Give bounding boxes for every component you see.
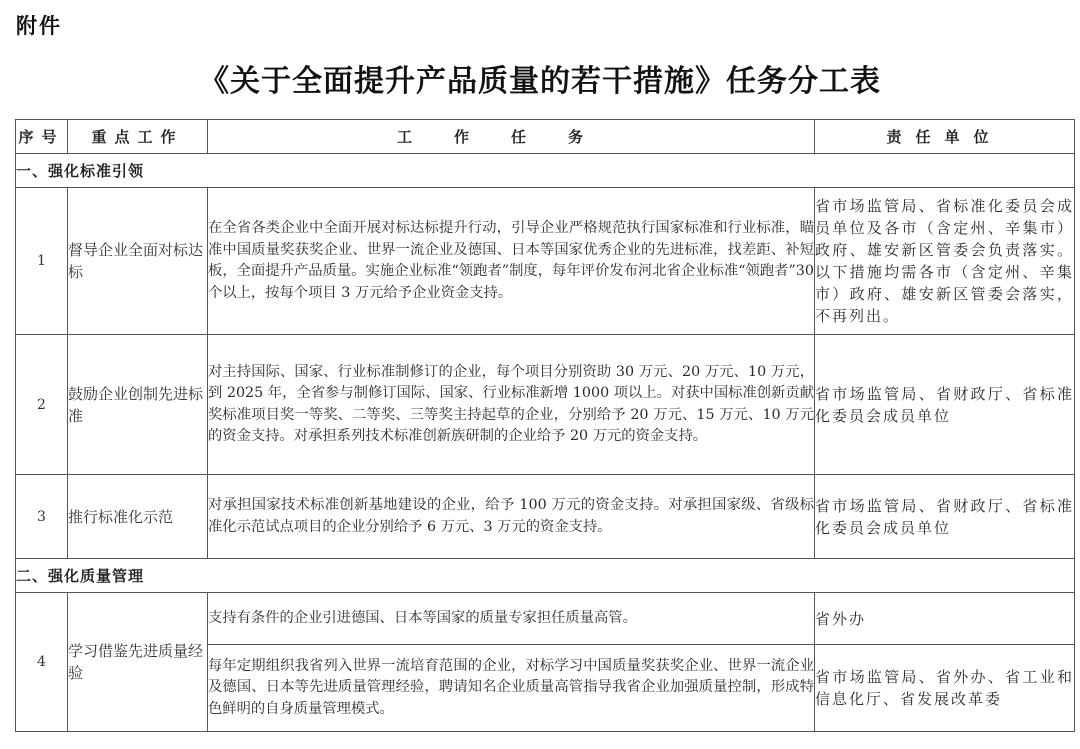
column-header-seq-label: 序号 — [18, 128, 65, 146]
row-unit: 省市场监管局、省外办、省工业和信息化厅、省发展改革委 — [815, 645, 1075, 732]
column-header-unit-label: 责任单位 — [886, 128, 1003, 146]
row-seq: 3 — [16, 475, 68, 559]
table-row — [16, 475, 1075, 559]
task-assignment-table — [15, 119, 1075, 732]
column-header-seq — [16, 120, 68, 154]
row-focus: 督导企业全面对标达标 — [68, 188, 208, 335]
section-title: 二、强化质量管理 — [16, 559, 1075, 593]
column-header-task — [208, 120, 815, 154]
row-unit: 省外办 — [815, 593, 1075, 645]
column-header-focus — [68, 120, 208, 154]
row-unit: 省市场监管局、省标准化委员会成员单位及各市（含定州、辛集市）政府、雄安新区管委会负责落实。以下措施均需各市（含定州、辛集市）政府、雄安新区管委会落实，不再列出。 — [815, 188, 1075, 335]
column-header-task-label: 工作任务 — [396, 128, 625, 146]
section-row — [16, 154, 1075, 188]
row-seq: 1 — [16, 188, 68, 335]
row-task: 在全省各类企业中全面开展对标达标提升行动，引导企业严格规范执行国家标准和行业标准，瞄准中国质量奖获奖企业、世界一流企业及德国、日本等国家优秀企业的先进标准，找差距、补短板，全面提升产品质量。实施企业标准“领跑者”制度，每年评价发布河北省企业标准“领跑者”30 个以上，按每个项目 3 万元给予企业资金支持。 — [208, 188, 815, 335]
table-header-row — [16, 120, 1075, 154]
table-row — [16, 335, 1075, 475]
row-unit: 省市场监管局、省财政厅、省标准化委员会成员单位 — [815, 335, 1075, 475]
section-row — [16, 559, 1075, 593]
attachment-label: 附件 — [16, 14, 62, 38]
column-header-focus-label: 重点工作 — [91, 128, 184, 146]
row-task: 对主持国际、国家、行业标准制修订的企业，每个项目分别资助 30 万元、20 万元、10 万元，到 2025 年，全省参与制修订国际、国家、行业标准新增 1000 项以上。对获中国标准创新贡献奖标准项目奖一等奖、二等奖、三等奖主持起草的企业，分别给予 20 万元、15 万元、10 万元的资金支持。对承担系列技术标准创新族研制的企业给予 20 万元的资金支持。 — [208, 335, 815, 475]
row-focus: 鼓励企业创制先进标准 — [68, 335, 208, 475]
row-seq: 2 — [16, 335, 68, 475]
row-seq: 4 — [16, 593, 68, 732]
row-unit: 省市场监管局、省财政厅、省标准化委员会成员单位 — [815, 475, 1075, 559]
row-focus: 学习借鉴先进质量经验 — [68, 593, 208, 732]
row-task: 每年定期组织我省列入世界一流培育范围的企业，对标学习中国质量奖获奖企业、世界一流企业及德国、日本等先进质量管理经验，聘请知名企业质量高管指导我省企业加强质量控制，形成特色鲜明的自身质量管理模式。 — [208, 645, 815, 732]
document-title: 《关于全面提升产品质量的若干措施》任务分工表 — [199, 64, 881, 99]
row-task: 对承担国家技术标准创新基地建设的企业，给予 100 万元的资金支持。对承担国家级、省级标准化示范试点项目的企业分别给予 6 万元、3 万元的资金支持。 — [208, 475, 815, 559]
column-header-unit — [815, 120, 1075, 154]
row-focus: 推行标准化示范 — [68, 475, 208, 559]
table-row — [16, 188, 1075, 335]
table-row — [16, 593, 1075, 645]
row-task: 支持有条件的企业引进德国、日本等国家的质量专家担任质量高管。 — [208, 593, 815, 645]
section-title: 一、强化标准引领 — [16, 154, 1075, 188]
